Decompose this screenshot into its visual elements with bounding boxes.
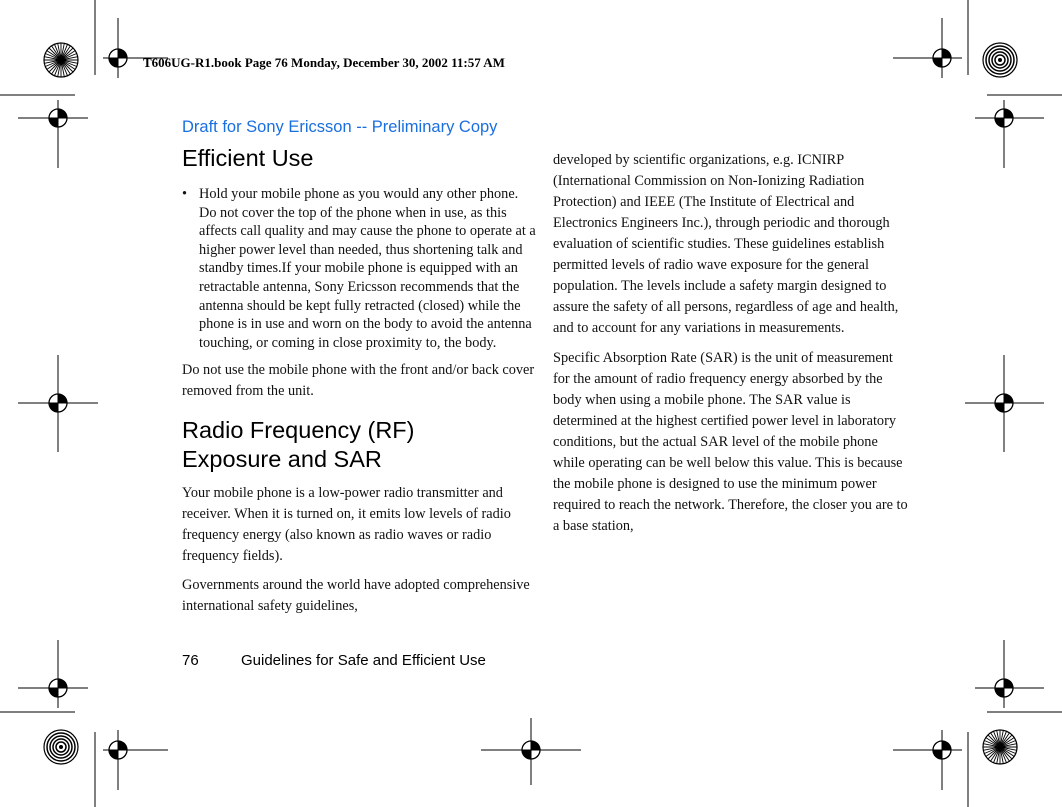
right-column <box>553 150 909 537</box>
registration-mark-icon <box>990 674 1018 702</box>
page-number: 76 <box>182 652 199 669</box>
bullet-text: Hold your mobile phone as you would any other phone. Do not cover the top of the phone when in use, as this affects call quality and may cause the phone to operate at a higher power level than needed, thus shortening talk and standby times.If your mobile phone is equipped with an retractable antenna, Sony Ericsson recommends that the antenna should be kept fully retracted (closed) while the phone is in use and worn on the body to avoid the antenna touching, or coming in close proximity to, the body. <box>199 186 536 351</box>
paragraph-transmitter: Your mobile phone is a low-power radio transmitter and receiver. When it is turned on, it emits low levels of radio frequency energy (also known as radio waves or radio frequency fields). <box>182 485 511 565</box>
registration-mark-icon <box>44 674 72 702</box>
heading-rf-exposure <box>182 416 538 474</box>
registration-mark-icon <box>104 736 132 764</box>
heading-rf-line-1: Radio Frequency (RF) <box>182 417 415 444</box>
starburst-target-icon <box>44 43 78 77</box>
registration-mark-icon <box>44 389 72 417</box>
registration-mark-icon <box>928 44 956 72</box>
draft-notice: Draft for Sony Ericsson -- Preliminary Copy <box>182 118 498 136</box>
starburst-target-icon <box>983 730 1017 764</box>
heading-efficient-use: Efficient Use <box>182 145 314 171</box>
paragraph-governments: Governments around the world have adopted comprehensive international safety guidelines, <box>182 577 530 615</box>
registration-mark-icon <box>517 736 545 764</box>
registration-mark-icon <box>990 104 1018 132</box>
list-item <box>182 185 538 352</box>
registration-mark-icon <box>990 389 1018 417</box>
heading-rf-line-2: Exposure and SAR <box>182 446 382 473</box>
ring-target-icon <box>983 43 1017 77</box>
footer-section-title: Guidelines for Safe and Efficient Use <box>241 652 486 669</box>
paragraph-guidelines: developed by scientific organizations, e.g. ICNIRP (International Commission on Non-Ionizing Radiation Protection) and IEEE (The Institute of Electrical and Electronics Engineers Inc.), through periodic and thorough evaluation of scientific studies. These guidelines establish permitted levels of radio wave exposure for the general population. The levels include a safety margin designed to assure the safety of all persons, regardless of age and health, and to account for any variations in measurements. <box>553 152 899 336</box>
paragraph-sar: Specific Absorption Rate (SAR) is the unit of measurement for the amount of radio frequency energy absorbed by the body when using a mobile phone. The SAR value is determined at the highest certified power level in laboratory conditions, but the actual SAR level of the mobile phone while operating can be well below this value. This is because the mobile phone is designed to use the minimum power required to reach the network. Therefore, the closer you are to a base station, <box>553 350 908 534</box>
paragraph-cover: Do not use the mobile phone with the front and/or back cover removed from the unit. <box>182 362 535 400</box>
bullet-list <box>182 185 538 352</box>
bullet-icon: • <box>182 186 188 202</box>
registration-mark-icon <box>928 736 956 764</box>
left-column <box>182 144 538 617</box>
print-header: T606UG-R1.book Page 76 Monday, December 30, 2002 11:57 AM <box>143 55 505 70</box>
registration-mark-icon <box>104 44 132 72</box>
registration-mark-icon <box>44 104 72 132</box>
ring-target-icon <box>44 730 78 764</box>
